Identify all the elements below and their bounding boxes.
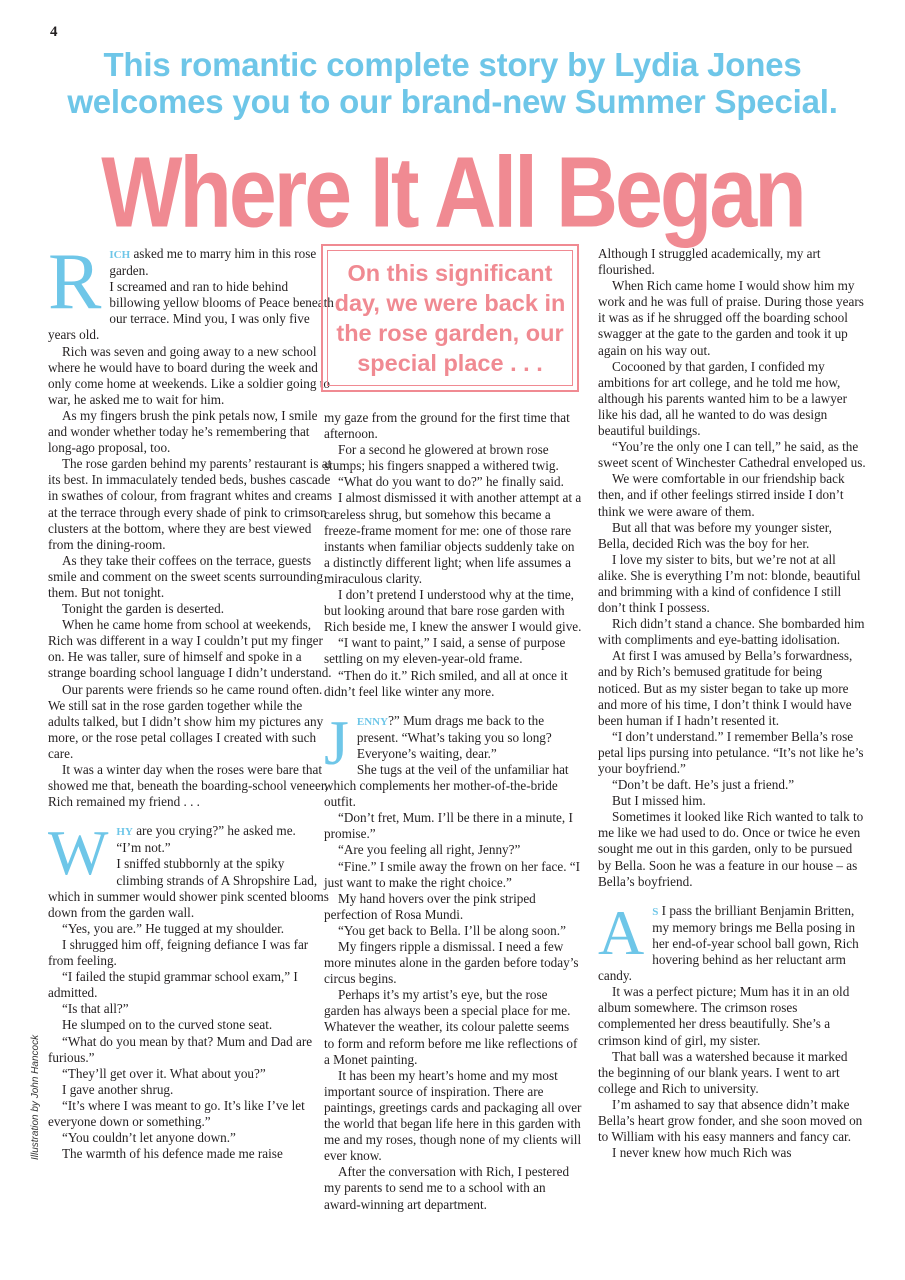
paragraph: Tonight the garden is deserted.	[62, 601, 225, 617]
paragraph: “I want to paint,” I said, a sense of purpose settling on my eleven-year-old frame.	[324, 635, 566, 667]
paragraph: My hand hovers over the pink striped perfection of Rosa Mundi.	[324, 890, 536, 922]
paragraph-text: asked me to marry him in this rose garden.	[109, 246, 317, 279]
paragraph: As my fingers brush the pink petals now, I smile and wonder whether today he’s remembering that long-ago proposal, too.	[48, 407, 318, 456]
paragraph: As they take their coffees on the terrace, guests smile and comment on the sweet scents surrounding them. But not tonight.	[48, 552, 324, 600]
paragraph-text: ?” Mum drags me back to the present. “What’s taking you so long? Everyone’s waiting, dear.”	[356, 712, 552, 761]
paragraph: Rich didn’t stand a chance. She bombarded him with compliments and eye-batting idolisation.	[598, 616, 865, 648]
paragraph: Rich was seven and going away to a new school where he would have to board during the week and only come home at weekends. Like a soldier going to war, he asked me to wait for him.	[48, 343, 330, 407]
paragraph: “Is that all?”	[62, 1001, 129, 1017]
paragraph: “It’s where I was meant to go. It’s like I’ve let everyone down or something.”	[48, 1097, 305, 1129]
standfirst-line-2: welcomes you to our brand-new Summer Special.	[67, 83, 838, 120]
paragraph: “Then do it.” Rich smiled, and all at once it didn’t feel like winter any more.	[324, 667, 568, 699]
paragraph: “You’re the only one I can tell,” he said, as the sweet scent of Winchester Cathedral enveloped us.	[598, 439, 866, 471]
paragraph: “Don’t be daft. He’s just a friend.”	[612, 777, 795, 793]
paragraph: I love my sister to bits, but we’re not at all alike. She is everything I’m not: blonde, beautiful and brimming with a kind of confidence I still don’t think I possess.	[598, 551, 861, 616]
paragraph: It was a perfect picture; Mum has it in an old album somewhere. The crimson roses complemented her dress beautifully. She’s a crimson kind of girl, my sister.	[598, 984, 850, 1048]
text-column-1	[48, 238, 334, 1162]
paragraph: “What do you want to do?” he finally said.	[338, 474, 564, 490]
paragraph: It has been my heart’s home and my most important source of inspiration. There are paintings, greetings cards and packaging all over the world that began life here in this garden with me and my roses, though none of my clients will ever know.	[324, 1067, 582, 1164]
paragraph: At first I was amused by Bella’s forwardness, and by Rich’s bemused gratitude for being noticed. But as my sister began to take up more and more of his time, I don’t think I would have been human if I hadn’t resented it.	[598, 648, 853, 728]
paragraph: “I don’t understand.” I remember Bella’s rose petal lips pursing into petulance. “It’s not like he’s your boyfriend.”	[598, 728, 864, 776]
drop-cap: A	[598, 896, 645, 968]
paragraph: “Yes, you are.” He tugged at my shoulder.	[62, 920, 285, 936]
lead-in: HY	[116, 826, 133, 839]
paragraph: Perhaps it’s my artist’s eye, but the rose garden has always been a special place for me. Whatever the weather, its colour palette seems to form and reform before me like reflections of a Monet painting.	[324, 987, 578, 1067]
paragraph: I never knew how much Rich was	[612, 1145, 792, 1161]
paragraph-text: are you crying?” he asked me.	[132, 823, 296, 839]
standfirst	[0, 46, 905, 120]
drop-cap: W	[48, 817, 109, 889]
paragraph: I sniffed stubbornly at the spiky climbing strands of A Shropshire Lad, which in summer would shower pink scented blooms down from the garden wall.	[48, 856, 329, 920]
pull-quote-line: On this significant	[347, 260, 553, 286]
paragraph-text: I pass the brilliant Benjamin Britten, my memory brings me Bella posing in her end-of-year school ball gown, Rich hovering behind as her reluctant arm candy.	[598, 902, 859, 984]
paragraph: “Fine.” I smile away the frown on her face. “I just want to make the right choice.”	[324, 858, 581, 890]
paragraph: “I failed the stupid grammar school exam,” I admitted.	[48, 969, 298, 1001]
lead-in: S	[652, 905, 659, 918]
section-opening-paragraph	[324, 706, 582, 778]
paragraph: She tugs at the veil of the unfamiliar hat which complements her mother-of-the-bride outfit.	[324, 761, 569, 810]
pull-quote-line: the rose garden, our	[336, 320, 564, 346]
lead-in: ICH	[109, 249, 131, 261]
paragraph: It was a winter day when the roses were bare that showed me that, beneath the boarding-school veneer, Rich remained my friend . . .	[48, 762, 328, 810]
paragraph: “You couldn’t let anyone down.”	[62, 1130, 236, 1146]
lead-in: ENNY	[356, 715, 389, 728]
paragraph: But all that was before my younger sister, Bella, decided Rich was the boy for her.	[598, 519, 832, 551]
text-column-2	[324, 410, 582, 1213]
paragraph: I’m ashamed to say that absence didn’t make Bella’s heart grow fonder, and she soon moved on to William with his easy manners and fancy car.	[598, 1096, 863, 1145]
paragraph: I don’t pretend I understood why at the time, but looking around that bare rose garden with Rich beside me, I knew the answer I would give.	[324, 587, 582, 635]
standfirst-line-1: This romantic complete story by Lydia Jones	[103, 46, 802, 83]
drop-cap: J	[324, 706, 349, 778]
pull-quote	[327, 250, 573, 386]
paragraph: When Rich came home I would show him my work and he was full of praise. During those years it was as if he shrugged off the boarding school swagger at the gate to the garden and took it up again on his way out.	[598, 278, 864, 358]
page-number: 4	[50, 24, 58, 40]
story-headline: Where It All Began	[101, 136, 804, 249]
paragraph: “Don’t fret, Mum. I’ll be there in a minute, I promise.”	[324, 810, 573, 842]
paragraph: I shrugged him off, feigning defiance I was far from feeling.	[48, 936, 309, 969]
paragraph: I almost dismissed it with another attempt at a careless shrug, but somehow this became a freeze-frame moment for me: one of those rare instants when familiar objects suddenly take on a distinctly different light; when life assumes a miraculous clarity.	[324, 490, 582, 586]
paragraph: “What do you mean by that? Mum and Dad are furious.”	[48, 1033, 313, 1065]
section-opening-paragraph	[598, 896, 866, 984]
paragraph: My fingers ripple a dismissal. I need a few more minutes alone in the garden before today’s circus begins.	[324, 939, 579, 987]
text-column-3	[598, 246, 866, 1161]
paragraph: Our parents were friends so he came round often. We still sat in the rose garden together while the adults talked, but I didn’t show him my pictures any more, or the rose petal collages I created with such care.	[48, 681, 324, 761]
drop-cap: R	[48, 238, 102, 326]
paragraph: He slumped on to the curved stone seat.	[62, 1017, 273, 1033]
paragraph: For a second he glowered at brown rose stumps; his fingers snapped a withered twig.	[324, 442, 559, 474]
paragraph: The rose garden behind my parents’ restaurant is at its best. In immaculately tended beds, bushes cascade in swathes of colour, from fragrant whites and creams at the terrace through every shade of pink to crimson clusters at the bottom, where they are best viewed from the dining-room.	[48, 456, 333, 552]
paragraph: “They’ll get over it. What about you?”	[62, 1065, 266, 1081]
paragraph: Cocooned by that garden, I confided my ambitions for art college, and he told me how, although his parents wanted him to be a lawyer like his dad, all he wanted to do was design beautiful buildings.	[598, 358, 848, 439]
pull-quote-line: special place . . .	[357, 350, 543, 376]
paragraph: That ball was a watershed because it marked the beginning of our blank years. I went to art college and Rich to university.	[598, 1048, 848, 1096]
paragraph: Sometimes it looked like Rich wanted to talk to me like we had used to do. Once or twice he even sought me out in this garden, only to be pursued by Bella. Soon he was a feature in our house – as Bella’s boyfriend.	[598, 809, 864, 889]
illustration-credit: Illustration by John Hancock	[30, 1034, 41, 1160]
paragraph: When he came home from school at weekends, Rich was different in a way I couldn’t put my finger on. He was taller, sure of himself and spoke in a strange boarding school language I didn’t understand.	[48, 617, 332, 681]
pull-quote-box	[321, 244, 579, 392]
paragraph: But I missed him.	[612, 793, 706, 809]
paragraph: “You get back to Bella. I’ll be along soon.”	[338, 922, 566, 938]
pull-quote-line: day, we were back in	[334, 290, 566, 316]
paragraph: The warmth of his defence made me raise	[62, 1146, 283, 1162]
paragraph: We were comfortable in our friendship back then, and if other feelings stirred inside I don’t think we were aware of them.	[598, 471, 845, 519]
paragraph: “Are you feeling all right, Jenny?”	[338, 842, 521, 858]
paragraph: “I’m not.”	[116, 840, 171, 856]
paragraph: my gaze from the ground for the first time that afternoon.	[324, 410, 570, 442]
paragraph: After the conversation with Rich, I pestered my parents to send me to a school with an award-winning art department.	[324, 1164, 570, 1212]
paragraph: Although I struggled academically, my art flourished.	[598, 246, 821, 278]
paragraph: I gave another shrug.	[62, 1081, 174, 1097]
paragraph: I screamed and ran to hide behind billowing yellow blooms of Peace beneath our terrace. Mind you, I was only five years old.	[48, 279, 334, 343]
